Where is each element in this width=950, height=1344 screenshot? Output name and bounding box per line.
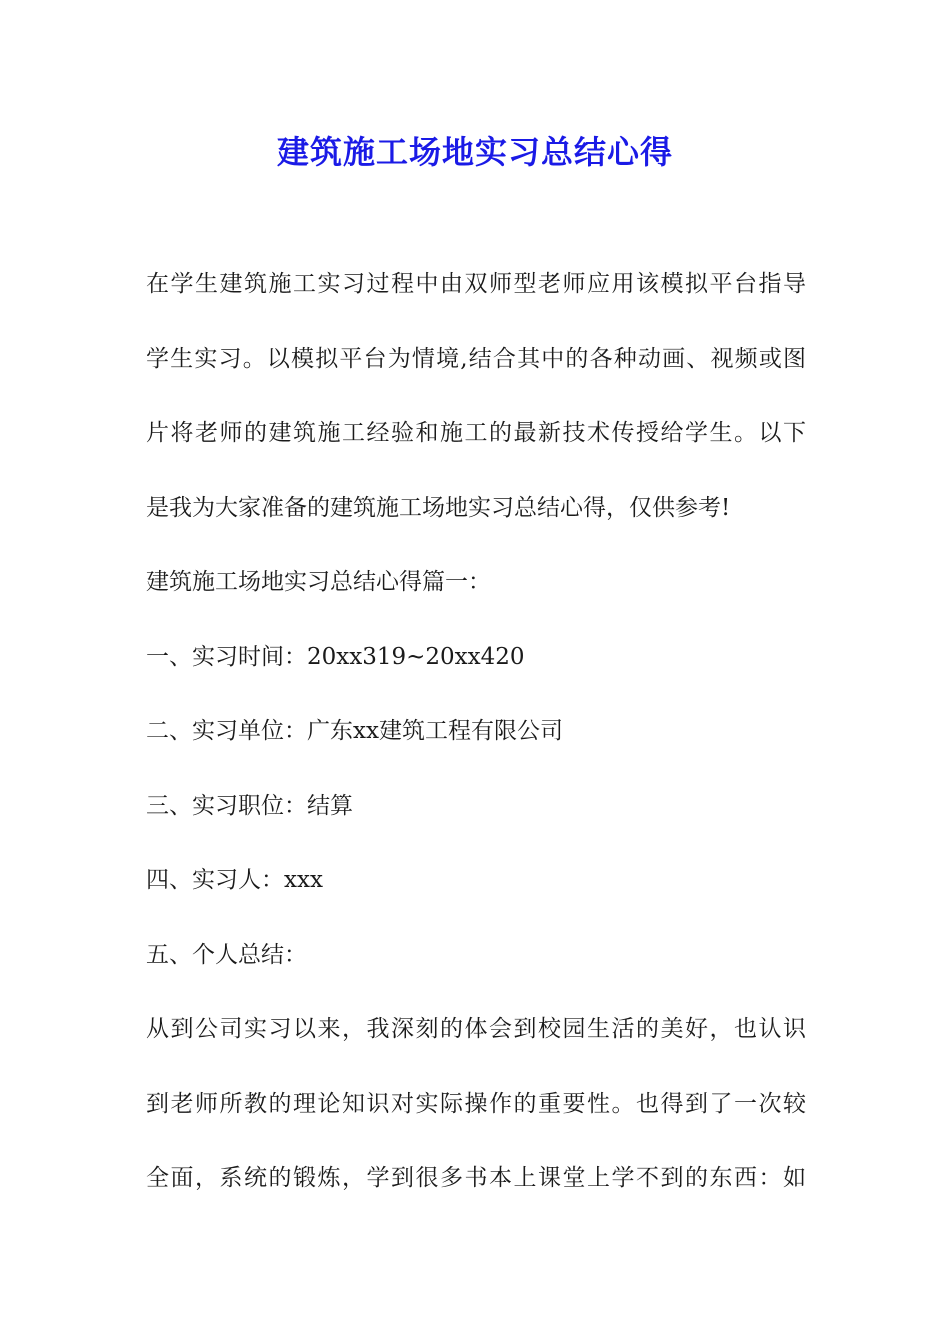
paragraph-line: 是我为大家准备的建筑施工场地实习总结心得，仅供参考! [146,494,731,521]
info-line-company: 二、实习单位：广东xx建筑工程有限公司 [146,718,563,744]
paragraph-line: 从到公司实习以来，我深刻的体会到校园生活的美好，也认识 [146,1016,806,1042]
paragraph-line: 在学生建筑施工实习过程中由双师型老师应用该模拟平台指导 [146,271,806,297]
document-body [146,264,806,1233]
info-line-summary: 五、个人总结： [146,941,307,968]
info-line-time: 一、实习时间：20xx319~20xx420 [146,643,525,670]
section-heading: 建筑施工场地实习总结心得篇一： [146,569,491,595]
paragraph-line: 片将老师的建筑施工经验和施工的最新技术传授给学生。以下 [146,420,806,446]
info-line-intern: 四、实习人：xxx [146,867,323,893]
info-line-position: 三、实习职位：结算 [146,792,353,819]
document-title: 建筑施工场地实习总结心得 [276,133,673,171]
paragraph-line: 学生实习。以模拟平台为情境,结合其中的各种动画、视频或图 [146,345,806,372]
paragraph-line: 到老师所教的理论知识对实际操作的重要性。也得到了一次较 [146,1090,806,1117]
paragraph-line: 全面，系统的锻炼，学到很多书本上课堂上学不到的东西：如 [146,1165,806,1191]
